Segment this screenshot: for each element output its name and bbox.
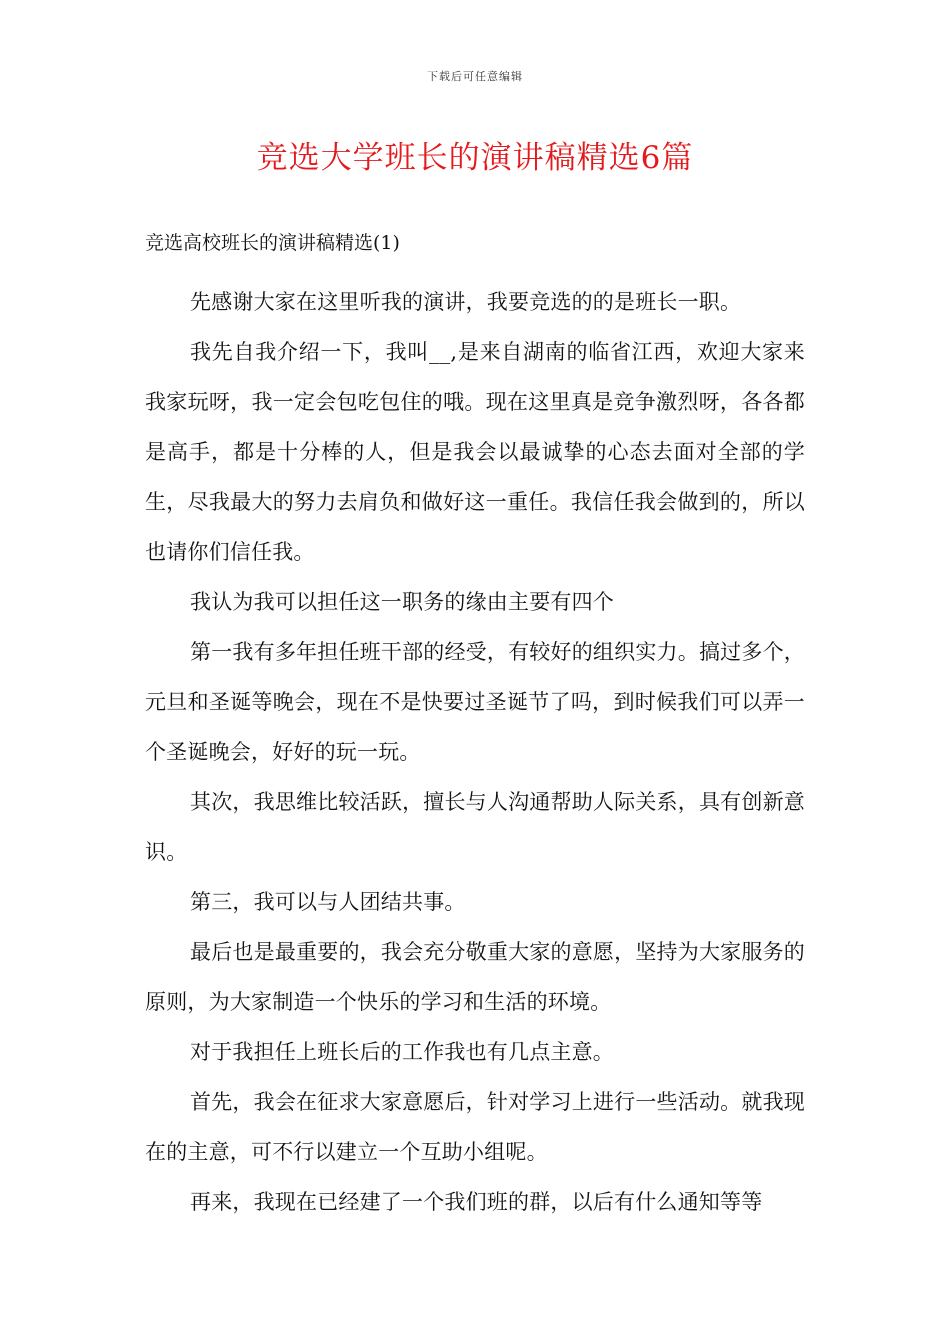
header-note: 下载后可任意编辑 xyxy=(427,70,523,83)
paragraph: 我认为我可以担任这一职务的缘由主要有四个 xyxy=(190,590,614,614)
paragraph: 先感谢大家在这里听我的演讲，我要竞选的的是班长一职。 xyxy=(190,290,742,314)
paragraph: 首先，我会在征求大家意愿后，针对学习上进行一些活动。就我现在的主意，可不行以建立一个互助小组呢。 xyxy=(145,1090,805,1164)
document-title: 竞选大学班长的演讲稿精选6篇 xyxy=(256,140,694,176)
paragraph: 再来，我现在已经建了一个我们班的群，以后有什么通知等等 xyxy=(190,1190,763,1214)
paragraph: 其次，我思维比较活跃，擅长与人沟通帮助人际关系，具有创新意识。 xyxy=(145,790,805,864)
paragraph: 第三，我可以与人团结共事。 xyxy=(190,890,466,914)
paragraph: 最后也是最重要的，我会充分敬重大家的意愿，坚持为大家服务的原则，为大家制造一个快乐的学习和生活的环境。 xyxy=(145,940,805,1014)
document-body xyxy=(145,227,805,1227)
paragraph: 第一我有多年担任班干部的经受，有较好的组织实力。搞过多个，元旦和圣诞等晚会，现在不是快要过圣诞节了吗，到时候我们可以弄一个圣诞晚会，好好的玩一玩。 xyxy=(145,640,805,764)
section-heading: 竞选高校班长的演讲稿精选(1) xyxy=(145,232,400,254)
paragraph: 对于我担任上班长后的工作我也有几点主意。 xyxy=(190,1040,614,1064)
paragraph: 我先自我介绍一下，我叫__,是来自湖南的临省江西，欢迎大家来我家玩呀，我一定会包吃包住的哦。现在这里真是竞争激烈呀，各各都是高手，都是十分棒的人，但是我会以最诚挚的心态去面对全部的学生，尽我最大的努力去肩负和做好这一重任。我信任我会做到的，所以也请你们信任我。 xyxy=(145,340,805,564)
